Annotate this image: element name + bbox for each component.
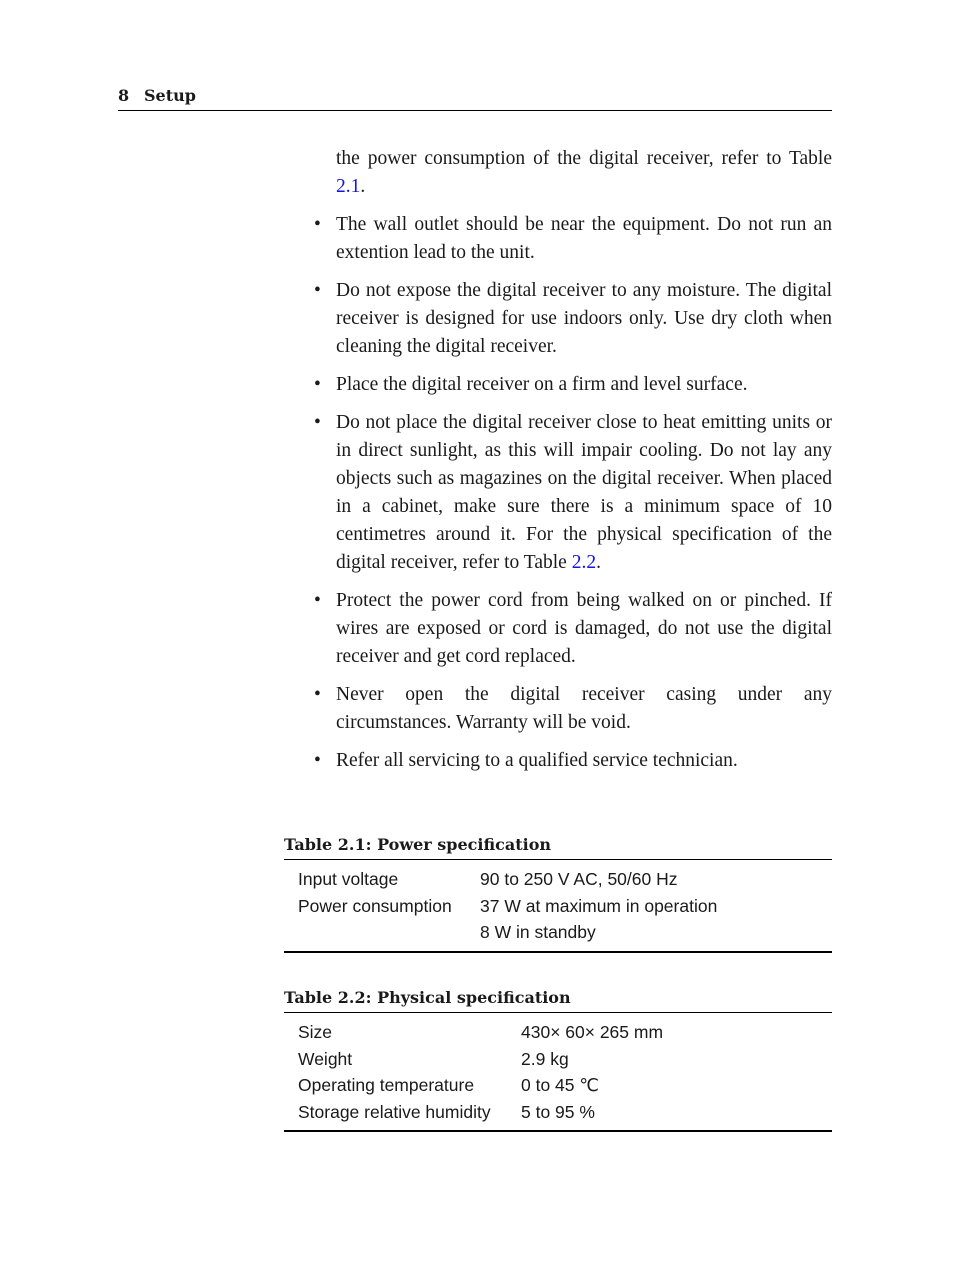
table-ref-link[interactable]: 2.1 bbox=[336, 176, 361, 197]
list-item: • Do not place the digital receiver close to heat emitting units or in direct sunlight, as this will impair cooling. Do not lay any objects such as magazines on the digital receiver. When placed in a cabinet, make sure there is a minimum space of 10 centimetres around it. For the physical specification of the digital receiver, refer to Table 2.2. bbox=[336, 409, 832, 577]
table-caption: Table 2.1: Power specification bbox=[284, 835, 552, 854]
physical-spec-table bbox=[284, 988, 832, 1132]
spec-label: Storage relative humidity bbox=[298, 1101, 491, 1122]
list-item: • Do not expose the digital receiver to any moisture. The digital receiver is designed for use indoors only. Use dry cloth when cleaning the digital receiver. bbox=[336, 277, 832, 361]
spec-value: 430× 60× 265 mm bbox=[521, 1022, 664, 1042]
table-row bbox=[284, 1046, 832, 1073]
bullet-icon: • bbox=[314, 590, 321, 611]
bullet-icon: • bbox=[314, 214, 321, 235]
spec-label: Power consumption bbox=[298, 895, 452, 916]
list-item: • Protect the power cord from being walked on or pinched. If wires are exposed or cord is damaged, do not use the digital receiver and get cord replaced. bbox=[336, 587, 832, 671]
table-body bbox=[284, 859, 832, 953]
bullet-icon: • bbox=[314, 750, 321, 771]
spec-value: 90 to 250 V AC, 50/60 Hz bbox=[480, 869, 678, 889]
spec-label: Input voltage bbox=[298, 869, 399, 889]
list-item: • Place the digital receiver on a firm and level surface. bbox=[336, 371, 832, 399]
table-caption: Table 2.2: Physical specification bbox=[284, 988, 571, 1007]
table-row bbox=[284, 919, 832, 946]
spec-label: Size bbox=[298, 1022, 333, 1042]
list-item: • Never open the digital receiver casing under any circumstances. Warranty will be void. bbox=[336, 681, 832, 737]
safety-list bbox=[314, 211, 832, 775]
spec-label: Operating temperature bbox=[298, 1075, 475, 1095]
table-row bbox=[284, 893, 832, 920]
bullet-icon: • bbox=[314, 684, 321, 705]
spec-value: 2.9 kg bbox=[521, 1048, 569, 1069]
table-row bbox=[284, 1072, 832, 1099]
spec-value: 5 to 95 % bbox=[521, 1101, 595, 1122]
table-body bbox=[284, 1012, 832, 1132]
table-row bbox=[284, 1019, 832, 1046]
bullet-icon: • bbox=[314, 374, 321, 395]
spec-value: 0 to 45 ℃ bbox=[521, 1075, 600, 1095]
spec-value: 8 W in standby bbox=[480, 922, 596, 942]
list-item: • Refer all servicing to a qualified service technician. bbox=[336, 747, 832, 775]
page-number: 8 bbox=[118, 86, 130, 105]
table-row bbox=[284, 1099, 832, 1126]
bullet-icon: • bbox=[314, 412, 321, 433]
section-title: Setup bbox=[144, 86, 196, 105]
intro-paragraph: the power consumption of the digital receiver, refer to Table 2.1. bbox=[336, 148, 832, 197]
bullet-icon: • bbox=[314, 280, 321, 301]
power-spec-table bbox=[284, 835, 832, 953]
table-row bbox=[284, 866, 832, 893]
spec-label: Weight bbox=[298, 1048, 353, 1069]
spec-value: 37 W at maximum in operation bbox=[480, 895, 718, 916]
table-ref-link[interactable]: 2.2 bbox=[571, 552, 597, 573]
list-item: • The wall outlet should be near the equipment. Do not run an extention lead to the unit. bbox=[336, 211, 832, 267]
page-header bbox=[118, 86, 832, 111]
body-text bbox=[314, 145, 832, 785]
